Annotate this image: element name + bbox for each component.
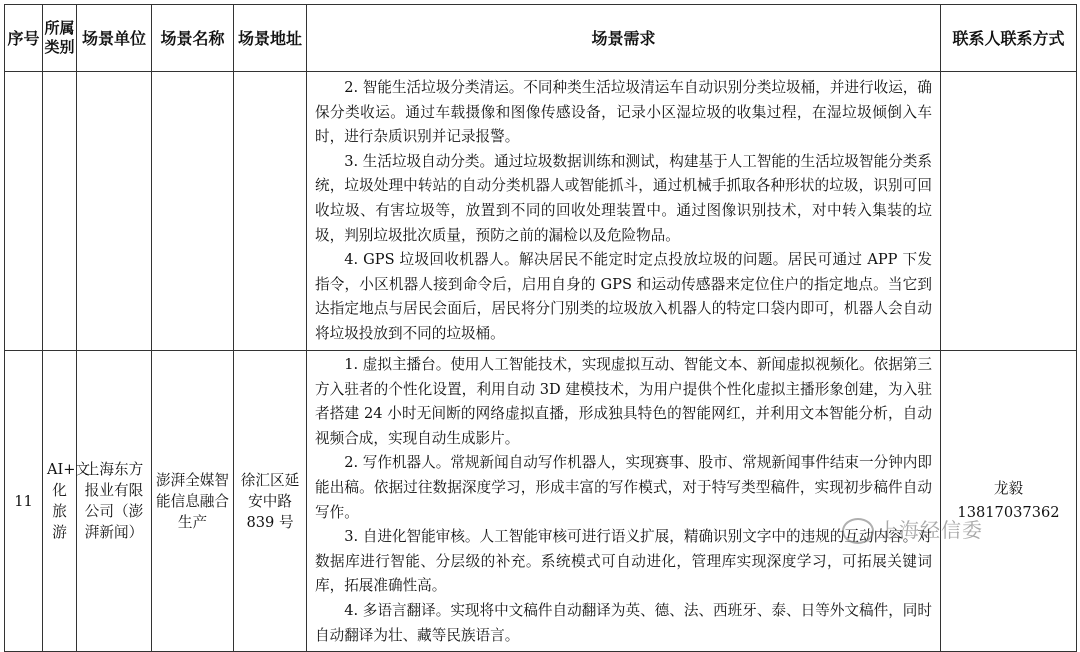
contact-phone: 13817037362 (957, 504, 1060, 522)
cell-no: 11 (5, 351, 43, 652)
cell-contact (941, 351, 1077, 652)
cell-unit: 上海东方报业有限公司（澎湃新闻） (77, 351, 152, 652)
header-address: 场景地址 (234, 5, 307, 72)
header-unit: 场景单位 (77, 5, 152, 72)
cell-requirement-prev (307, 72, 941, 351)
requirement-paragraph: 2. 智能生活垃圾分类清运。不同种类生活垃圾清运车自动识别分类垃圾桶，并进行收运，确保分类收运。通过车载摄像和图像传感设备，记录小区湿垃圾的收集过程，在湿垃圾倾倒入车时，进行杂质识别并记录报警。 (315, 79, 932, 146)
header-category: 所属类别 (43, 5, 77, 72)
requirement-paragraph: 4. GPS 垃圾回收机器人。解决居民不能定时定点投放垃圾的问题。居民可通过 APP 下发指令，小区机器人接到命令后，启用自身的 GPS 和运动传感器来定位住户的指定地点。当它到达指定地点与居民会面后，居民将分门别类的垃圾放入机器人的特定口袋内即可，机器人会自动将垃圾投放到不同的垃圾桶。 (315, 251, 932, 342)
cell-address-prev (234, 72, 307, 351)
cell-address: 徐汇区延安中路 839 号 (234, 351, 307, 652)
cell-contact-prev (941, 72, 1077, 351)
requirement-paragraph: 3. 自进化智能审核。人工智能审核可进行语义扩展，精确识别文字中的违规的互动内容。对数据库进行智能、分层级的补充。系统模式可自动进化，管理库实现深度学习，可拓展关键词库，拓展准确性高。 (315, 528, 932, 595)
contact-name: 龙毅 (993, 480, 1024, 498)
cell-no-prev (5, 72, 43, 351)
header-requirement: 场景需求 (307, 5, 941, 72)
cell-requirement (307, 351, 941, 652)
header-contact: 联系人联系方式 (941, 5, 1077, 72)
watermark-text: 上海经信委 (878, 518, 983, 542)
header-row (5, 5, 1077, 72)
header-name: 场景名称 (152, 5, 234, 72)
cell-category-prev (43, 72, 77, 351)
table-row-11 (5, 351, 1077, 652)
cell-unit-prev (77, 72, 152, 351)
scenario-table (4, 4, 1077, 652)
table-row-previous (5, 72, 1077, 351)
requirement-paragraph: 2. 写作机器人。常规新闻自动写作机器人，实现赛事、股市、常规新闻事件结束一分钟内即能出稿。依据过往数据深度学习，形成丰富的写作模式，对于特写类型稿件，实现初步稿件自动写作。 (315, 454, 932, 521)
header-no: 序号 (5, 5, 43, 72)
requirement-paragraph: 4. 多语言翻译。实现将中文稿件自动翻译为英、德、法、西班牙、泰、日等外文稿件，同时自动翻译为壮、藏等民族语言。 (315, 601, 932, 644)
cell-name-prev (152, 72, 234, 351)
requirement-paragraph: 3. 生活垃圾自动分类。通过垃圾数据训练和测试，构建基于人工智能的生活垃圾智能分类系统，垃圾处理中转站的自动分类机器人或智能抓斗，通过机械手抓取各种形状的垃圾，识别可回收垃圾、有害垃圾等，放置到不同的回收处理装置中。通过图像识别技术，对中转入集装的垃圾，判别垃圾批次质量，预防之前的漏检以及危险物品。 (315, 152, 932, 244)
cell-category: AI+文化旅游 (43, 351, 77, 652)
cell-name: 澎湃全媒智能信息融合生产 (152, 351, 234, 652)
requirement-paragraph: 1. 虚拟主播台。使用人工智能技术，实现虚拟互动、智能文本、新闻虚拟视频化。依据第三方入驻者的个性化设置，利用自动 3D 建模技术，为用户提供个性化虚拟主播形象创建，为入驻者搭建 24 小时无间断的网络虚拟直播，形成独具特色的智能网红，并利用文本智能分析，自动视频合成，实现自动生成影片。 (315, 356, 932, 447)
